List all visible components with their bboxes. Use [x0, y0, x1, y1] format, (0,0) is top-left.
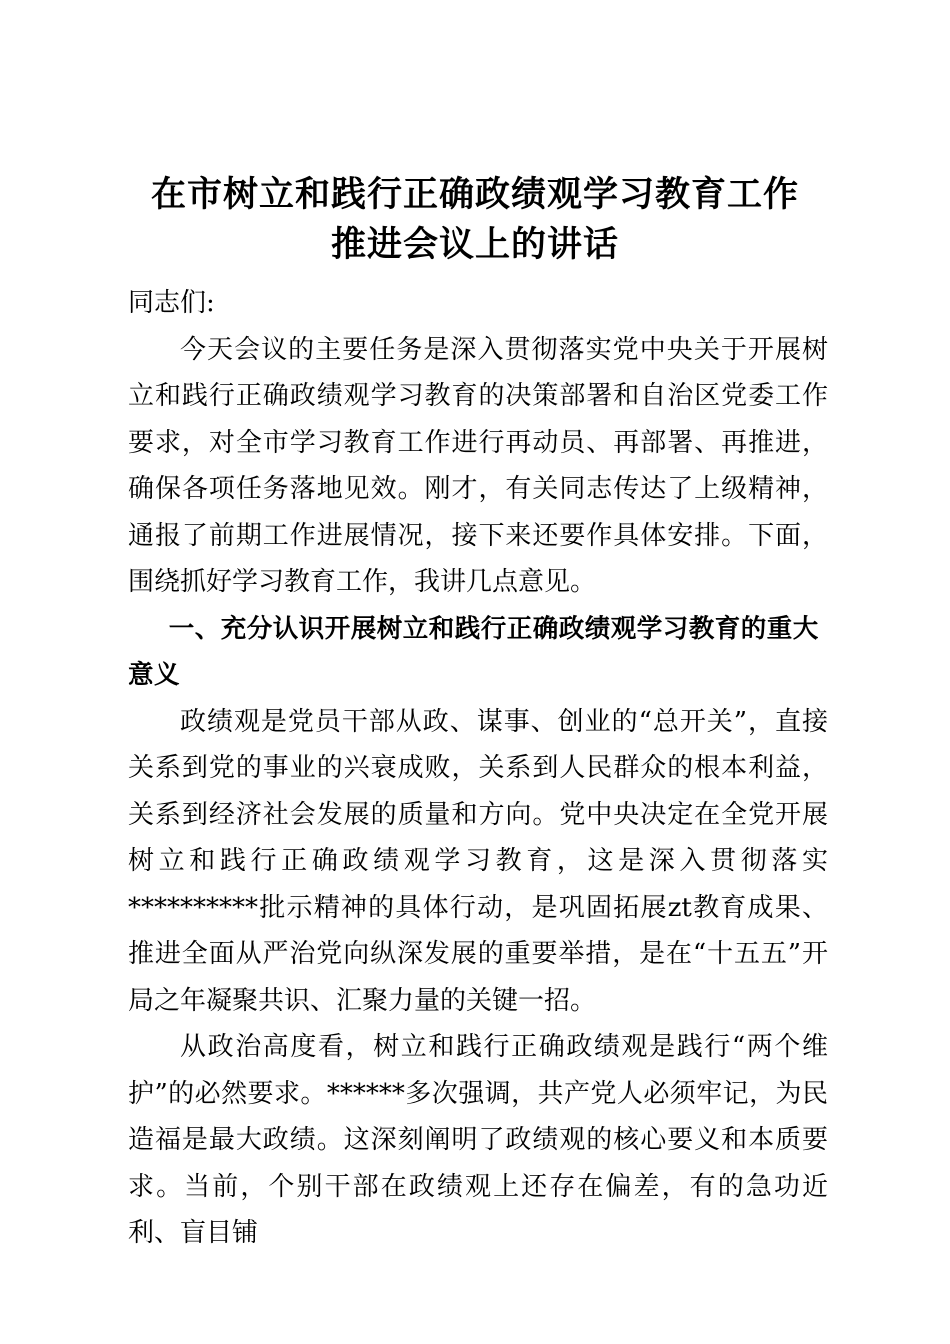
title-line-1: 在市树立和践行正确政绩观学习教育工作 — [150, 175, 799, 215]
section-heading-1: 一、充分认识开展树立和践行正确政绩观学习教育的重大意义 — [128, 613, 819, 690]
document-title — [0, 170, 950, 270]
section-paragraph-1: 政绩观是党员干部从政、谋事、创业的“总开关”，直接关系到党的事业的兴衰成败，关系到人民群众的根本利益，关系到经济社会发展的质量和方向。党中央决定在全党开展树立和践行正确政绩观学习教育，这是深入贯彻落实**********批示精神的具体行动，是巩固拓展zt教育成果、推进全面从严治党向纵深发展的重要举措，是在“十五五”开局之年凝聚共识、汇聚力量的关键一招。 — [128, 706, 828, 1016]
document-body — [128, 280, 828, 1257]
title-line-2: 推进会议上的讲话 — [330, 225, 619, 265]
section-paragraph-2: 从政治高度看，树立和践行正确政绩观是践行“两个维护”的必然要求。******多次强调，共产党人必须牢记，为民造福是最大政绩。这深刻阐明了政绩观的核心要义和本质要求。当前，个别干部在政绩观上还存在偏差，有的急功近利、盲目铺 — [128, 1032, 828, 1248]
salutation: 同志们: — [128, 288, 215, 318]
intro-paragraph: 今天会议的主要任务是深入贯彻落实党中央关于开展树立和践行正确政绩观学习教育的决策部署和自治区党委工作要求，对全市学习教育工作进行再动员、再部署、再推进，确保各项任务落地见效。刚才，有关同志传达了上级精神，通报了前期工作进展情况，接下来还要作具体安排。下面，围绕抓好学习教育工作，我讲几点意见。 — [128, 334, 828, 597]
